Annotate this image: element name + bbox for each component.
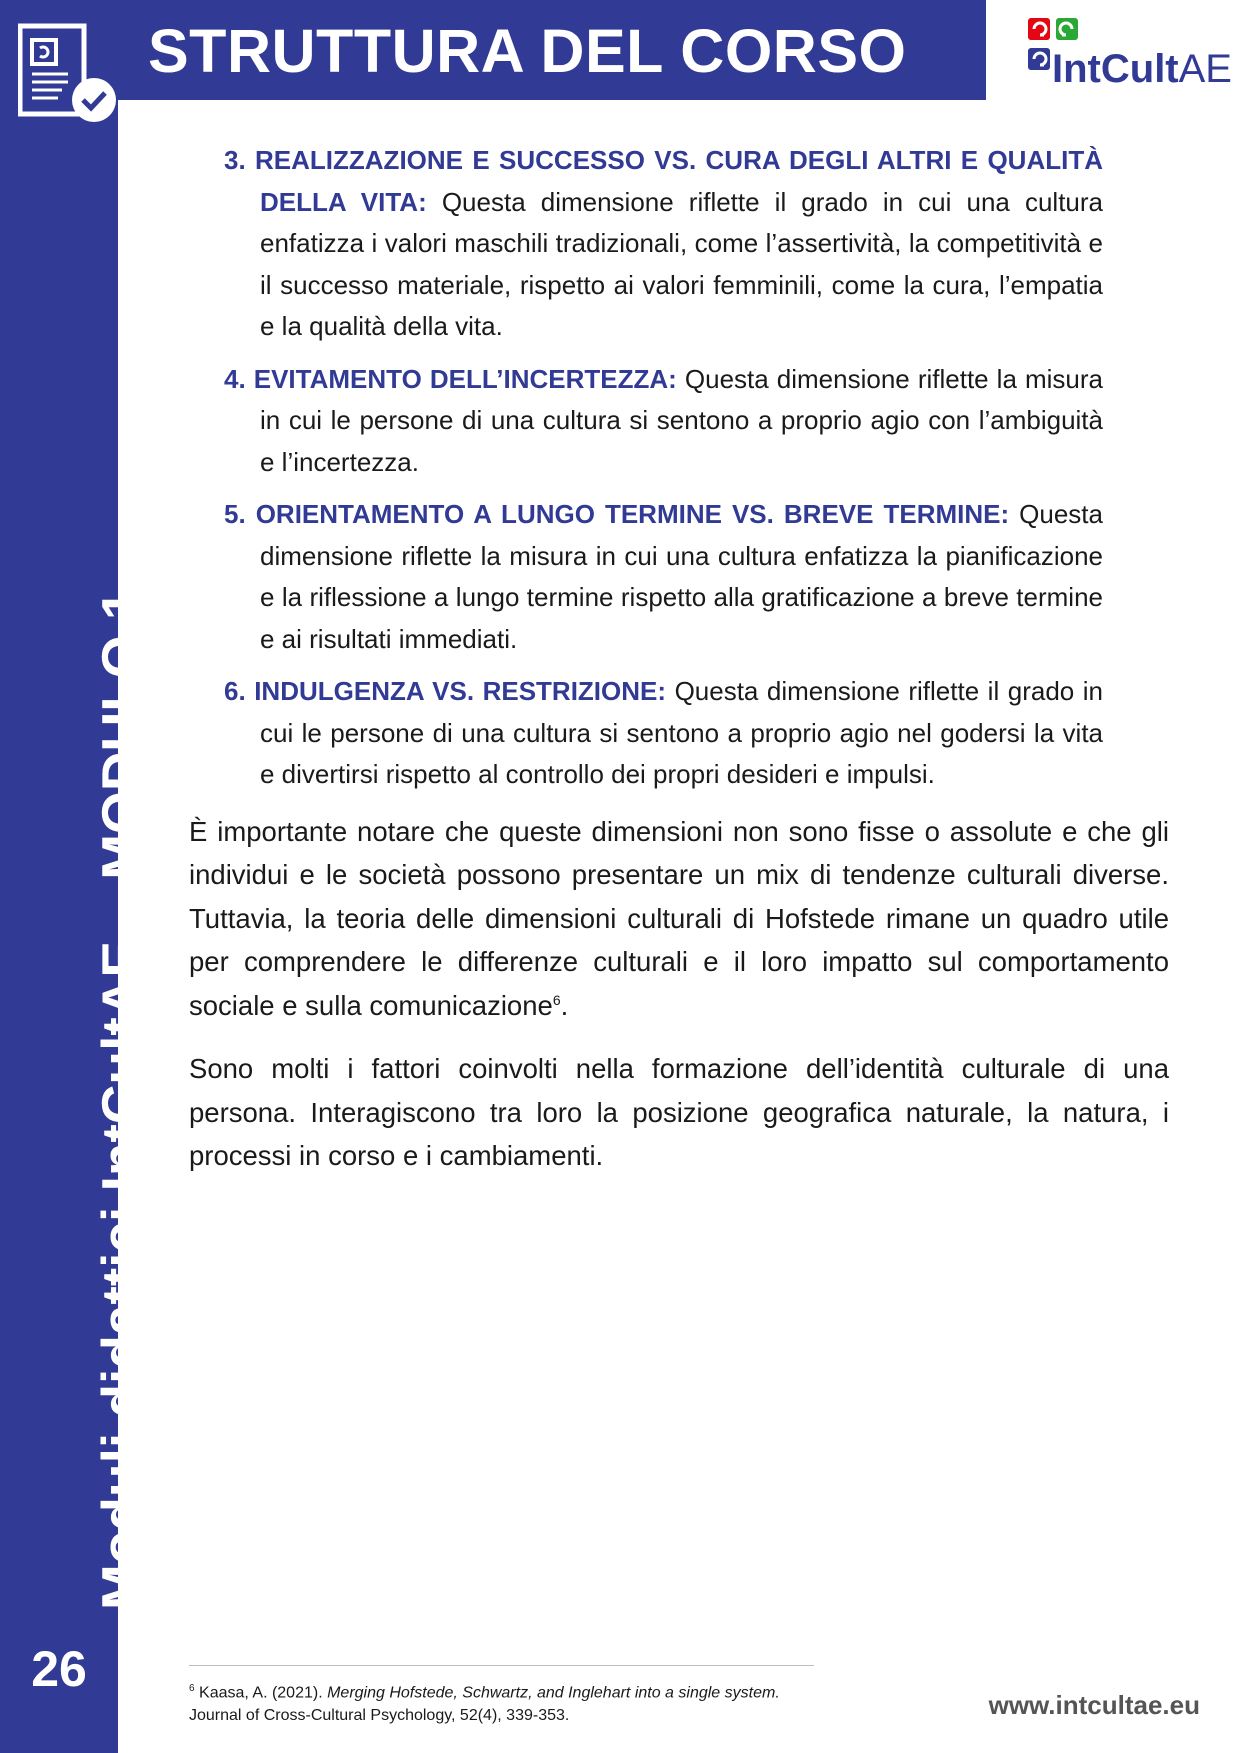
list-item-heading: 5. ORIENTAMENTO A LUNGO TERMINE VS. BREVE TERMINE:	[224, 499, 1010, 529]
sidebar-vertical-title: Moduli didattici IntCultAE – MODULO 1	[90, 589, 152, 1610]
list-item-text: Questa dimensione riflette il grado in cui le persone di una cultura si sentono a proprio agio nel godersi la vita e divertirsi rispetto al controllo dei propri desideri e impulsi.	[260, 676, 1103, 789]
list-item-text: Questa dimensione riflette la misura in cui una cultura enfatizza la pianificazione e la riflessione a lungo termine rispetto alla gratificazione a breve termine e ai risultati immediati.	[260, 499, 1103, 654]
body-paragraph: Sono molti i fattori coinvolti nella formazione dell’identità culturale di una persona. Interagiscono tra loro la posizione geografica naturale, la natura, i processi in corso e i cambiamenti.	[189, 1053, 1169, 1171]
list-item-text: Questa dimensione riflette il grado in cui una cultura enfatizza i valori maschili tradizionali, come l’assertività, la competitività e il successo materiale, rispetto ai valori femminili, come la cura, l’empatia e la qualità della vita.	[260, 186, 1103, 341]
document-check-icon	[18, 22, 120, 132]
list-item-heading: 3. REALIZZAZIONE E SUCCESSO VS. CURA DEGLI ALTRI E QUALITÀ DELLA VITA:	[224, 145, 1103, 217]
list-item-text: Questa dimensione riflette la misura in cui le persone di una cultura si sentono a proprio agio con l’ambiguità e l’incertezza.	[260, 363, 1103, 477]
list-item-heading: 4. EVITAMENTO DELL’INCERTEZZA:	[224, 363, 677, 394]
list-item	[224, 494, 1103, 660]
footnote-reference[interactable]: 6	[552, 991, 561, 1008]
list-item	[224, 359, 1103, 484]
footnote-title: Merging Hofstede, Schwartz, and Inglehart into a single system.	[327, 1684, 780, 1702]
website-link[interactable]: www.intcultae.eu	[988, 1690, 1200, 1720]
body-paragraph: È importante notare che queste dimensioni non sono fisse o assolute e che gli individui e le società possono presentare un mix di tendenze culturali diverse. Tuttavia, la teoria delle dimensioni culturali di Hofstede rimane un quadro utile per comprendere le differenze culturali e il loro impatto sul comportamento sociale e sulla comunicazione$^6$.	[189, 815, 1169, 1021]
list-item	[224, 671, 1103, 796]
page-number: 26	[31, 1641, 87, 1697]
logo-wordmark: IntCultAE	[1052, 47, 1232, 91]
page-title: STRUTTURA DEL CORSO	[148, 17, 907, 85]
list-item-heading: 6. INDULGENZA VS. RESTRIZIONE:	[224, 676, 667, 706]
footnote-journal: Journal of Cross-Cultural Psychology, 52(4), 339-353.	[189, 1707, 570, 1725]
main-content	[189, 140, 1169, 1198]
sidebar	[0, 0, 152, 1753]
footnote-divider	[189, 1665, 814, 1666]
list-item	[224, 140, 1103, 348]
footnote: $^6$ Kaasa, A. (2021). Merging Hofstede, Schwartz, and Inglehart into a single system. Journal of Cross-Cultural Psychology, 52(4), 339-353.	[189, 1683, 780, 1725]
